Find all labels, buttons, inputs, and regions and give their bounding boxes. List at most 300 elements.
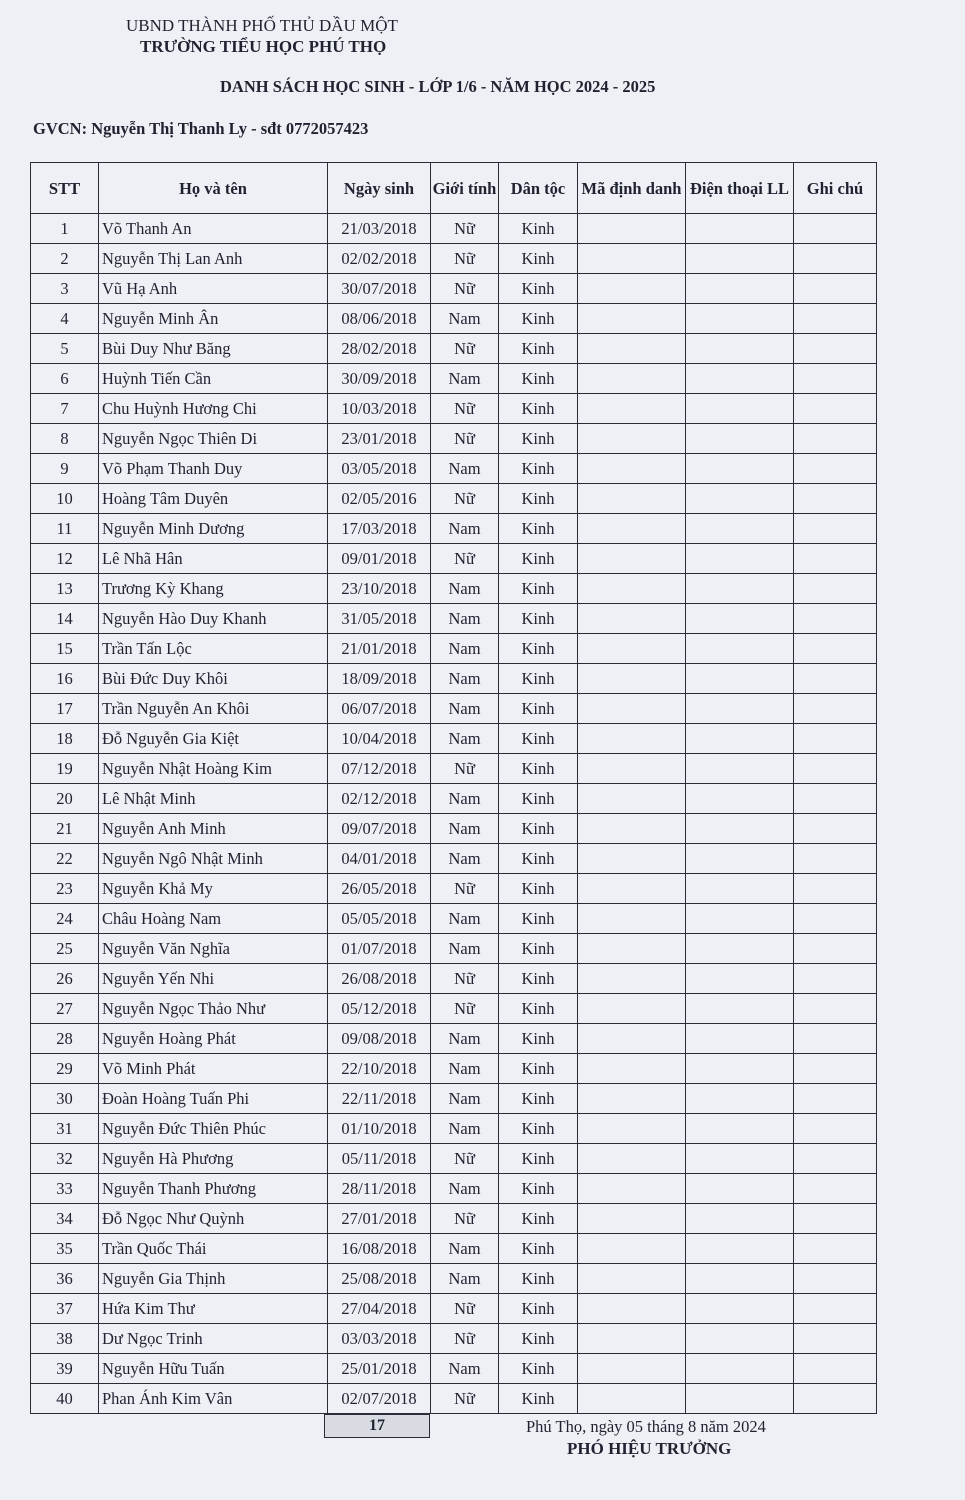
stt-cell: 18	[31, 724, 99, 754]
stt-cell: 32	[31, 1144, 99, 1174]
table-row	[31, 694, 877, 724]
phone-cell	[686, 1204, 794, 1234]
stt-cell: 3	[31, 274, 99, 304]
ethnicity-cell: Kinh	[499, 994, 578, 1024]
table-row	[31, 784, 877, 814]
id-code-cell	[578, 454, 686, 484]
ethnicity-cell: Kinh	[499, 1174, 578, 1204]
gender-cell: Nữ	[431, 964, 499, 994]
birthdate-cell: 03/05/2018	[328, 454, 431, 484]
phone-cell	[686, 934, 794, 964]
gender-cell: Nam	[431, 454, 499, 484]
student-name-cell: Vũ Hạ Anh	[99, 274, 328, 304]
table-row	[31, 1324, 877, 1354]
ethnicity-cell: Kinh	[499, 304, 578, 334]
table-row	[31, 1264, 877, 1294]
id-code-cell	[578, 274, 686, 304]
gender-cell: Nữ	[431, 424, 499, 454]
birthdate-cell: 02/12/2018	[328, 784, 431, 814]
id-code-cell	[578, 244, 686, 274]
id-code-cell	[578, 424, 686, 454]
gender-cell: Nữ	[431, 1324, 499, 1354]
gender-cell: Nam	[431, 574, 499, 604]
table-row	[31, 1144, 877, 1174]
gender-cell: Nam	[431, 694, 499, 724]
table-row	[31, 1234, 877, 1264]
phone-cell	[686, 604, 794, 634]
gender-cell: Nữ	[431, 244, 499, 274]
note-cell	[794, 1054, 877, 1084]
student-name-cell: Nguyễn Ngọc Thiên Di	[99, 424, 328, 454]
phone-cell	[686, 394, 794, 424]
student-name-cell: Nguyễn Anh Minh	[99, 814, 328, 844]
id-code-cell	[578, 574, 686, 604]
gender-cell: Nam	[431, 634, 499, 664]
ethnicity-cell: Kinh	[499, 1204, 578, 1234]
stt-cell: 35	[31, 1234, 99, 1264]
id-code-cell	[578, 754, 686, 784]
birthdate-cell: 04/01/2018	[328, 844, 431, 874]
stt-cell: 36	[31, 1264, 99, 1294]
id-code-cell	[578, 364, 686, 394]
phone-cell	[686, 1144, 794, 1174]
document-title: DANH SÁCH HỌC SINH - LỚP 1/6 - NĂM HỌC 2024 - 2025	[220, 77, 656, 96]
stt-cell: 4	[31, 304, 99, 334]
gender-cell: Nữ	[431, 544, 499, 574]
table-row	[31, 964, 877, 994]
phone-cell	[686, 574, 794, 604]
phone-cell	[686, 1384, 794, 1414]
phone-cell	[686, 544, 794, 574]
note-cell	[794, 1354, 877, 1384]
ethnicity-cell: Kinh	[499, 694, 578, 724]
birthdate-cell: 01/07/2018	[328, 934, 431, 964]
student-name-cell: Chu Huỳnh Hương Chi	[99, 394, 328, 424]
stt-cell: 30	[31, 1084, 99, 1114]
phone-cell	[686, 1294, 794, 1324]
gender-cell: Nam	[431, 304, 499, 334]
table-row	[31, 934, 877, 964]
stt-cell: 21	[31, 814, 99, 844]
id-code-cell	[578, 784, 686, 814]
stt-cell: 17	[31, 694, 99, 724]
id-code-cell	[578, 664, 686, 694]
stt-cell: 8	[31, 424, 99, 454]
table-row	[31, 484, 877, 514]
student-name-cell: Lê Nhật Minh	[99, 784, 328, 814]
gender-cell: Nam	[431, 1234, 499, 1264]
note-cell	[794, 484, 877, 514]
table-row	[31, 754, 877, 784]
birthdate-cell: 10/03/2018	[328, 394, 431, 424]
student-name-cell: Nguyễn Hữu Tuấn	[99, 1354, 328, 1384]
phone-cell	[686, 724, 794, 754]
id-code-cell	[578, 1354, 686, 1384]
id-code-cell	[578, 514, 686, 544]
phone-cell	[686, 754, 794, 784]
student-name-cell: Đỗ Nguyễn Gia Kiệt	[99, 724, 328, 754]
student-name-cell: Đỗ Ngọc Như Quỳnh	[99, 1204, 328, 1234]
student-name-cell: Trần Tấn Lộc	[99, 634, 328, 664]
note-cell	[794, 1324, 877, 1354]
ethnicity-cell: Kinh	[499, 814, 578, 844]
note-cell	[794, 1264, 877, 1294]
gender-cell: Nam	[431, 1054, 499, 1084]
birthdate-cell: 27/04/2018	[328, 1294, 431, 1324]
birthdate-cell: 22/10/2018	[328, 1054, 431, 1084]
gender-cell: Nam	[431, 1264, 499, 1294]
table-header-row	[31, 163, 877, 214]
signer-title: PHÓ HIỆU TRƯỞNG	[567, 1439, 732, 1458]
note-cell	[794, 754, 877, 784]
phone-cell	[686, 814, 794, 844]
ethnicity-cell: Kinh	[499, 1324, 578, 1354]
gender-cell: Nam	[431, 1174, 499, 1204]
phone-cell	[686, 244, 794, 274]
student-name-cell: Bùi Đức Duy Khôi	[99, 664, 328, 694]
birthdate-cell: 05/05/2018	[328, 904, 431, 934]
gender-cell: Nữ	[431, 1384, 499, 1414]
birthdate-cell: 26/08/2018	[328, 964, 431, 994]
ethnicity-cell: Kinh	[499, 1024, 578, 1054]
organization-name: UBND THÀNH PHỐ THỦ DẦU MỘT	[126, 16, 398, 35]
table-row	[31, 394, 877, 424]
table-row	[31, 994, 877, 1024]
table-row	[31, 1384, 877, 1414]
table-row	[31, 1354, 877, 1384]
phone-cell	[686, 1024, 794, 1054]
ethnicity-cell: Kinh	[499, 274, 578, 304]
table-row	[31, 1114, 877, 1144]
ethnicity-cell: Kinh	[499, 514, 578, 544]
student-name-cell: Nguyễn Ngô Nhật Minh	[99, 844, 328, 874]
column-header-birthdate: Ngày sinh	[328, 163, 431, 214]
table-row	[31, 1084, 877, 1114]
id-code-cell	[578, 394, 686, 424]
note-cell	[794, 1384, 877, 1414]
gender-cell: Nữ	[431, 394, 499, 424]
birthdate-cell: 23/10/2018	[328, 574, 431, 604]
stt-cell: 11	[31, 514, 99, 544]
note-cell	[794, 874, 877, 904]
birthdate-cell: 10/04/2018	[328, 724, 431, 754]
gender-cell: Nam	[431, 814, 499, 844]
phone-cell	[686, 994, 794, 1024]
ethnicity-cell: Kinh	[499, 754, 578, 784]
gender-cell: Nam	[431, 724, 499, 754]
ethnicity-cell: Kinh	[499, 484, 578, 514]
id-code-cell	[578, 964, 686, 994]
gender-cell: Nam	[431, 1114, 499, 1144]
phone-cell	[686, 904, 794, 934]
birthdate-cell: 28/11/2018	[328, 1174, 431, 1204]
gender-cell: Nam	[431, 1354, 499, 1384]
column-header-ethnicity: Dân tộc	[499, 163, 578, 214]
ethnicity-cell: Kinh	[499, 574, 578, 604]
phone-cell	[686, 424, 794, 454]
table-row	[31, 454, 877, 484]
id-code-cell	[578, 304, 686, 334]
ethnicity-cell: Kinh	[499, 1384, 578, 1414]
table-row	[31, 214, 877, 244]
table-row	[31, 1054, 877, 1084]
birthdate-cell: 07/12/2018	[328, 754, 431, 784]
ethnicity-cell: Kinh	[499, 394, 578, 424]
note-cell	[794, 814, 877, 844]
note-cell	[794, 934, 877, 964]
student-name-cell: Nguyễn Văn Nghĩa	[99, 934, 328, 964]
birthdate-cell: 01/10/2018	[328, 1114, 431, 1144]
birthdate-cell: 02/07/2018	[328, 1384, 431, 1414]
student-name-cell: Hoàng Tâm Duyên	[99, 484, 328, 514]
note-cell	[794, 1234, 877, 1264]
phone-cell	[686, 514, 794, 544]
note-cell	[794, 964, 877, 994]
ethnicity-cell: Kinh	[499, 664, 578, 694]
ethnicity-cell: Kinh	[499, 1084, 578, 1114]
table-row	[31, 1204, 877, 1234]
column-header-phone: Điện thoại LL	[686, 163, 794, 214]
ethnicity-cell: Kinh	[499, 1234, 578, 1264]
stt-cell: 12	[31, 544, 99, 574]
ethnicity-cell: Kinh	[499, 724, 578, 754]
student-name-cell: Võ Minh Phát	[99, 1054, 328, 1084]
note-cell	[794, 1204, 877, 1234]
note-cell	[794, 784, 877, 814]
stt-cell: 25	[31, 934, 99, 964]
phone-cell	[686, 1084, 794, 1114]
note-cell	[794, 364, 877, 394]
student-name-cell: Nguyễn Đức Thiên Phúc	[99, 1114, 328, 1144]
ethnicity-cell: Kinh	[499, 1114, 578, 1144]
ethnicity-cell: Kinh	[499, 1354, 578, 1384]
stt-cell: 26	[31, 964, 99, 994]
gender-cell: Nữ	[431, 1294, 499, 1324]
note-cell	[794, 244, 877, 274]
table-row	[31, 634, 877, 664]
ethnicity-cell: Kinh	[499, 904, 578, 934]
stt-cell: 6	[31, 364, 99, 394]
student-name-cell: Nguyễn Thị Lan Anh	[99, 244, 328, 274]
student-name-cell: Nguyễn Gia Thịnh	[99, 1264, 328, 1294]
phone-cell	[686, 844, 794, 874]
gender-cell: Nữ	[431, 1144, 499, 1174]
phone-cell	[686, 1324, 794, 1354]
phone-cell	[686, 454, 794, 484]
column-header-name: Họ và tên	[99, 163, 328, 214]
phone-cell	[686, 784, 794, 814]
ethnicity-cell: Kinh	[499, 604, 578, 634]
student-name-cell: Nguyễn Hoàng Phát	[99, 1024, 328, 1054]
stt-cell: 13	[31, 574, 99, 604]
note-cell	[794, 304, 877, 334]
student-name-cell: Bùi Duy Như Băng	[99, 334, 328, 364]
gender-cell: Nam	[431, 904, 499, 934]
student-name-cell: Nguyễn Minh Ân	[99, 304, 328, 334]
stt-cell: 5	[31, 334, 99, 364]
student-name-cell: Trần Nguyễn An Khôi	[99, 694, 328, 724]
id-code-cell	[578, 484, 686, 514]
birthdate-cell: 27/01/2018	[328, 1204, 431, 1234]
stt-cell: 2	[31, 244, 99, 274]
gender-cell: Nam	[431, 364, 499, 394]
note-cell	[794, 664, 877, 694]
id-code-cell	[578, 1054, 686, 1084]
stt-cell: 19	[31, 754, 99, 784]
stt-cell: 22	[31, 844, 99, 874]
id-code-cell	[578, 934, 686, 964]
id-code-cell	[578, 604, 686, 634]
birthdate-cell: 09/07/2018	[328, 814, 431, 844]
ethnicity-cell: Kinh	[499, 364, 578, 394]
student-name-cell: Phan Ánh Kim Vân	[99, 1384, 328, 1414]
stt-cell: 29	[31, 1054, 99, 1084]
note-cell	[794, 394, 877, 424]
table-row	[31, 424, 877, 454]
stt-cell: 1	[31, 214, 99, 244]
ethnicity-cell: Kinh	[499, 1294, 578, 1324]
note-cell	[794, 844, 877, 874]
birthdate-cell: 09/08/2018	[328, 1024, 431, 1054]
table-row	[31, 1024, 877, 1054]
note-cell	[794, 514, 877, 544]
phone-cell	[686, 334, 794, 364]
note-cell	[794, 544, 877, 574]
gender-cell: Nữ	[431, 334, 499, 364]
student-name-cell: Châu Hoàng Nam	[99, 904, 328, 934]
student-name-cell: Nguyễn Yến Nhi	[99, 964, 328, 994]
column-header-gender: Giới tính	[431, 163, 499, 214]
id-code-cell	[578, 544, 686, 574]
student-name-cell: Nguyễn Hào Duy Khanh	[99, 604, 328, 634]
column-header-stt: STT	[31, 163, 99, 214]
note-cell	[794, 424, 877, 454]
id-code-cell	[578, 1084, 686, 1114]
table-row	[31, 1294, 877, 1324]
phone-cell	[686, 1354, 794, 1384]
ethnicity-cell: Kinh	[499, 934, 578, 964]
id-code-cell	[578, 694, 686, 724]
page-count-box: 17	[324, 1414, 430, 1438]
ethnicity-cell: Kinh	[499, 1264, 578, 1294]
stt-cell: 10	[31, 484, 99, 514]
student-name-cell: Hứa Kim Thư	[99, 1294, 328, 1324]
birthdate-cell: 02/02/2018	[328, 244, 431, 274]
id-code-cell	[578, 214, 686, 244]
stt-cell: 37	[31, 1294, 99, 1324]
student-name-cell: Nguyễn Nhật Hoàng Kim	[99, 754, 328, 784]
student-name-cell: Trần Quốc Thái	[99, 1234, 328, 1264]
note-cell	[794, 1084, 877, 1114]
birthdate-cell: 25/01/2018	[328, 1354, 431, 1384]
birthdate-cell: 08/06/2018	[328, 304, 431, 334]
birthdate-cell: 18/09/2018	[328, 664, 431, 694]
gender-cell: Nam	[431, 784, 499, 814]
id-code-cell	[578, 1174, 686, 1204]
table-row	[31, 274, 877, 304]
id-code-cell	[578, 904, 686, 934]
ethnicity-cell: Kinh	[499, 844, 578, 874]
stt-cell: 24	[31, 904, 99, 934]
birthdate-cell: 16/08/2018	[328, 1234, 431, 1264]
table-row	[31, 604, 877, 634]
homeroom-teacher: GVCN: Nguyễn Thị Thanh Ly - sđt 0772057423	[33, 119, 369, 138]
gender-cell: Nam	[431, 844, 499, 874]
table-row	[31, 664, 877, 694]
id-code-cell	[578, 1114, 686, 1144]
stt-cell: 20	[31, 784, 99, 814]
ethnicity-cell: Kinh	[499, 454, 578, 484]
student-name-cell: Đoàn Hoàng Tuấn Phi	[99, 1084, 328, 1114]
note-cell	[794, 724, 877, 754]
phone-cell	[686, 694, 794, 724]
gender-cell: Nam	[431, 514, 499, 544]
table-row	[31, 364, 877, 394]
student-name-cell: Dư Ngọc Trinh	[99, 1324, 328, 1354]
birthdate-cell: 02/05/2016	[328, 484, 431, 514]
student-name-cell: Nguyễn Khả My	[99, 874, 328, 904]
note-cell	[794, 1294, 877, 1324]
ethnicity-cell: Kinh	[499, 214, 578, 244]
gender-cell: Nam	[431, 604, 499, 634]
stt-cell: 15	[31, 634, 99, 664]
stt-cell: 14	[31, 604, 99, 634]
school-name: TRƯỜNG TIỂU HỌC PHÚ THỌ	[140, 37, 387, 56]
stt-cell: 16	[31, 664, 99, 694]
table-row	[31, 814, 877, 844]
student-name-cell: Nguyễn Minh Dương	[99, 514, 328, 544]
stt-cell: 27	[31, 994, 99, 1024]
ethnicity-cell: Kinh	[499, 964, 578, 994]
id-code-cell	[578, 1384, 686, 1414]
phone-cell	[686, 1234, 794, 1264]
student-name-cell: Trương Kỳ Khang	[99, 574, 328, 604]
stt-cell: 7	[31, 394, 99, 424]
gender-cell: Nữ	[431, 994, 499, 1024]
stt-cell: 34	[31, 1204, 99, 1234]
phone-cell	[686, 484, 794, 514]
column-header-note: Ghi chú	[794, 163, 877, 214]
student-name-cell: Nguyễn Ngọc Thảo Như	[99, 994, 328, 1024]
stt-cell: 40	[31, 1384, 99, 1414]
birthdate-cell: 31/05/2018	[328, 604, 431, 634]
note-cell	[794, 1024, 877, 1054]
phone-cell	[686, 964, 794, 994]
note-cell	[794, 334, 877, 364]
birthdate-cell: 06/07/2018	[328, 694, 431, 724]
ethnicity-cell: Kinh	[499, 634, 578, 664]
table-row	[31, 244, 877, 274]
id-code-cell	[578, 1294, 686, 1324]
table-row	[31, 574, 877, 604]
birthdate-cell: 03/03/2018	[328, 1324, 431, 1354]
id-code-cell	[578, 724, 686, 754]
stt-cell: 31	[31, 1114, 99, 1144]
phone-cell	[686, 364, 794, 394]
gender-cell: Nữ	[431, 874, 499, 904]
id-code-cell	[578, 994, 686, 1024]
id-code-cell	[578, 1024, 686, 1054]
student-list-table	[30, 162, 877, 1414]
note-cell	[794, 994, 877, 1024]
student-name-cell: Lê Nhã Hân	[99, 544, 328, 574]
ethnicity-cell: Kinh	[499, 1054, 578, 1084]
table-row	[31, 304, 877, 334]
gender-cell: Nữ	[431, 484, 499, 514]
birthdate-cell: 28/02/2018	[328, 334, 431, 364]
birthdate-cell: 26/05/2018	[328, 874, 431, 904]
gender-cell: Nam	[431, 1084, 499, 1114]
